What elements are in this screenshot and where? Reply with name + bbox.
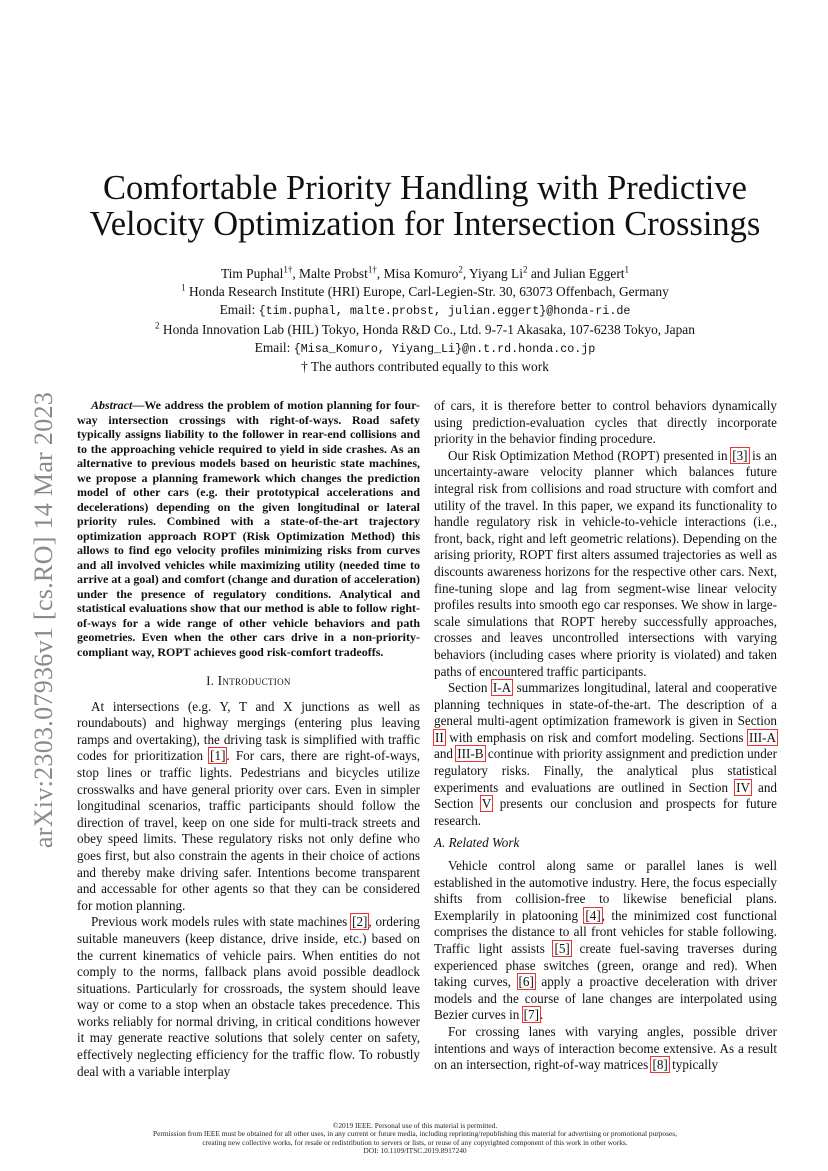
author-affiliation-mark: 1 bbox=[624, 264, 630, 275]
paragraph-text: . bbox=[540, 1007, 544, 1023]
intro-paragraph-4 bbox=[434, 680, 777, 829]
title-line-1: Comfortable Priority Handling with Predictive bbox=[103, 169, 747, 207]
email-2 bbox=[60, 339, 790, 358]
section-link[interactable]: I-A bbox=[492, 680, 512, 696]
affiliation-mark: 1 bbox=[181, 282, 186, 293]
paper-title bbox=[60, 170, 790, 242]
citation-link[interactable]: [2] bbox=[352, 914, 368, 930]
intro-paragraph-2-continued: of cars, it is therefore better to control behaviors dynamically using prediction-evaluation cycles that directly incorporate priority in the behavior finding procedure. bbox=[434, 398, 777, 447]
paragraph-text: , the minimized cost functional comprises the distance to all front vehicles for stable following. Traffic light assists bbox=[434, 907, 777, 956]
paragraph-text: . For cars, there are right-of-ways, stop lines or traffic lights. Pedestrians and bicycles utilize crosswalks and have general priority over cars. Even in simpler longitudinal scenarios, traffic participants should follow the direction of travel, keep on one side for multi-track streets and obey speed limits. These regulatory risks not only define who goes first, but also constrain the agents in their choice of actions and thereby make driving safer. Intentions become transparent and accessable for other agents so that they can be considered for motion planning. bbox=[77, 748, 420, 913]
email-address: {Misa_Komuro, Yiyang_Li}@n.t.rd.honda.co.jp bbox=[293, 341, 596, 356]
section-link[interactable]: V bbox=[481, 796, 492, 812]
citation-link[interactable]: [7] bbox=[523, 1007, 539, 1023]
doi-line: DOI: 10.1109/ITSC.2019.8917240 bbox=[363, 1145, 467, 1155]
author-name: Malte Probst bbox=[299, 266, 368, 281]
title-line-2: Velocity Optimization for Intersection Crossings bbox=[89, 205, 761, 243]
paragraph-text: apply a proactive deceleration with driver models and the course of lane changes are interpolated using Bezier curves in bbox=[434, 974, 777, 1023]
paragraph-text: and Section bbox=[434, 779, 778, 812]
email-label: Email: bbox=[219, 302, 259, 318]
abstract-text: —We address the problem of motion planning for four-way intersection crossings with right-of-ways. Road safety typically assigns liability to the follower in rear-end collisions and to the approaching vehicle required to yield in side crashes. As an alternative to previous models based on heuristic state machines, we propose a planning framework which changes the prediction model of other cars (e.g. their prototypical accelerations and decelerations) depending on the given longitudinal or lateral priority rules. Combined with a state-of-the-art trajectory optimization approach ROPT (Risk Optimization Method) this allows to find ego velocity profiles minimizing risks from curves and all involved vehicles while maximizing utility (needed time to arrive at a goal) and comfort (change and duration of acceleration) under the presence of regulatory conditions. Analytical and statistical evaluations show that our method is able to follow right-of-ways for a wide range of other vehicle behaviors and path geometries. Even when the other cars drive in a non-priority-compliant way, ROPT achieves good risk-comfort tradeoffs. bbox=[77, 398, 420, 659]
affiliation-2 bbox=[60, 321, 790, 339]
paragraph-text: For crossing lanes with varying angles, possible driver intentions and ways of interaction become extensive. As a result on an intersection, right-of-way matrices bbox=[434, 1023, 777, 1073]
author-affiliation-mark: 2 bbox=[522, 264, 528, 275]
related-paragraph-2 bbox=[434, 1024, 777, 1074]
section-number: I. bbox=[206, 674, 218, 688]
citation-link[interactable]: [1] bbox=[210, 748, 226, 764]
author-separator: , bbox=[292, 266, 300, 281]
email-address: {tim.puphal, malte.probst, julian.eggert}@honda-ri.de bbox=[258, 304, 631, 319]
paragraph-text: Section bbox=[448, 680, 492, 696]
citation-link[interactable]: [8] bbox=[652, 1057, 668, 1073]
section-link[interactable]: III-A bbox=[749, 729, 776, 745]
citation-link[interactable]: [3] bbox=[732, 447, 748, 463]
paragraph-text: typically bbox=[668, 1057, 719, 1073]
author-name: Yiyang Li bbox=[469, 266, 523, 281]
citation-link[interactable]: [5] bbox=[554, 941, 570, 956]
paragraph-text: presents our conclusion and prospects for future research. bbox=[434, 796, 777, 828]
copyright-footer bbox=[40, 1122, 790, 1155]
equal-contribution-note: † The authors contributed equally to this work bbox=[301, 359, 549, 375]
author-affiliation-mark: 2 bbox=[458, 264, 463, 275]
author-affiliation-mark: 1† bbox=[283, 264, 293, 275]
paragraph-text: , ordering suitable maneuvers (keep distance, drive inside, etc.) based on the current kinematics of vehicle pairs. When entities do not comply to the norms, fallback plans avoid possible deadlock situations. Particularly for crossroads, the system should leave way or come to a stop when an obstacle takes precedence. This works reliably for normal driving, in critical conditions however it may generate reactive solutions that solely center on safety, effectively neglecting efficiency for the traffic flow. To robustly deal with a variable interplay bbox=[77, 914, 420, 1079]
paragraph-text: Our Risk Optimization Method (ROPT) presented in bbox=[448, 447, 732, 463]
related-paragraph-1 bbox=[434, 858, 777, 1024]
paragraph-text: summarizes longitudinal, lateral and cooperative planning techniques in state-of-the-art. The description of a general multi-agent optimization framework is given in Section bbox=[434, 680, 778, 729]
paragraph-text: is an uncertainty-aware velocity planner which balances future integral risk from collisions and road structure with comfort and utility of the travel. In this paper, we expand its functionality to handle regulatory risk in vehicle-to-vehicle interactions (i.e., front, back, right and left geometric relations). Depending on the arising priority, ROPT first alters assumed trajectories as well as discounts awareness horizons for the respective other cars. Next, fine-tuning slope and lag from segment-wise linear velocity profiles results into smooth ego car responses. We show in large-scale simulations that ROPT hereby successfully approaches, crosses and leaves uncontrolled intersections with varying behaviors (including cases where priority is violated) and taken paths of encountered traffic participants. bbox=[434, 447, 777, 679]
author-name: Julian Eggert bbox=[553, 266, 625, 281]
author-block bbox=[60, 265, 790, 376]
paragraph-text: At intersections (e.g. Y, T and X junctions as well as roundabouts) and highway mergings (entering plus leaving ramps and overtaking), the driving task is simplified with traffic codes for prioritization bbox=[77, 698, 420, 764]
section-link[interactable]: IV bbox=[736, 779, 750, 795]
paragraph-text: create fuel-saving traverses during experienced phase switches (green, orange and red). When taking curves, bbox=[434, 941, 777, 990]
intro-paragraph-3 bbox=[434, 448, 777, 680]
citation-link[interactable]: [4] bbox=[585, 907, 601, 923]
paragraph-text: continue with priority assignment and prediction under regulatory risks. Finally, the analytical plus statistical experiments and evaluations are outlined in Section bbox=[434, 746, 777, 795]
copyright-line: ©2019 IEEE. Personal use of this material is permitted. bbox=[332, 1121, 498, 1130]
section-link[interactable]: II bbox=[435, 729, 444, 745]
affiliation-mark: 2 bbox=[155, 320, 160, 331]
paragraph-text: Previous work models rules with state machines bbox=[91, 914, 352, 930]
permission-line-2: creating new collective works, for resale or redistribution to servers or lists, or reuse of any copyrighted component of this work in other works. bbox=[202, 1137, 628, 1147]
abstract bbox=[77, 398, 420, 659]
paragraph-text: Vehicle control along same or parallel lanes is well established in the automotive industry. Here, the focus especially shifts from collision-free to likewise beneficial plans. Exemplarily in platooning bbox=[434, 858, 777, 923]
affiliation-text: Honda Research Institute (HRI) Europe, Carl-Legien-Str. 30, 63073 Offenbach, Germany bbox=[185, 284, 669, 300]
affiliation-1 bbox=[60, 283, 790, 301]
left-column bbox=[77, 398, 420, 1080]
subsection-heading-related-work: A. Related Work bbox=[434, 835, 520, 851]
author-separator: , bbox=[462, 266, 470, 281]
author-conjunction: and bbox=[527, 266, 554, 281]
author-affiliation-mark: 1† bbox=[367, 264, 377, 275]
section-heading-introduction bbox=[77, 673, 420, 690]
arxiv-identifier[interactable]: arXiv:2303.07936v1 [cs.RO] 14 Mar 2023 bbox=[29, 391, 58, 849]
section-link[interactable]: III-B bbox=[457, 746, 484, 762]
paragraph-text: with emphasis on risk and comfort modeling. Sections bbox=[444, 729, 748, 745]
citation-link[interactable]: [6] bbox=[518, 974, 534, 990]
author-list bbox=[60, 265, 790, 283]
email-label: Email: bbox=[254, 339, 294, 355]
intro-paragraph-2 bbox=[77, 914, 420, 1080]
right-column bbox=[434, 398, 777, 1074]
author-separator: , bbox=[376, 266, 384, 281]
affiliation-text: Honda Innovation Lab (HIL) Tokyo, Honda R&D Co., Ltd. 9-7-1 Akasaka, 107-6238 Tokyo, Japan bbox=[159, 321, 695, 337]
intro-paragraph-1 bbox=[77, 699, 420, 915]
email-1 bbox=[60, 301, 790, 320]
paragraph-text: and bbox=[434, 746, 457, 762]
section-title: Introduction bbox=[217, 673, 291, 688]
author-name: Tim Puphal bbox=[220, 266, 284, 281]
author-name: Misa Komuro bbox=[383, 266, 459, 281]
permission-line: Permission from IEEE must be obtained for all other uses, in any current or future media, including reprinting/republishing this material for advertising or promotional purposes, bbox=[153, 1129, 677, 1139]
abstract-label: Abstract bbox=[91, 398, 133, 412]
